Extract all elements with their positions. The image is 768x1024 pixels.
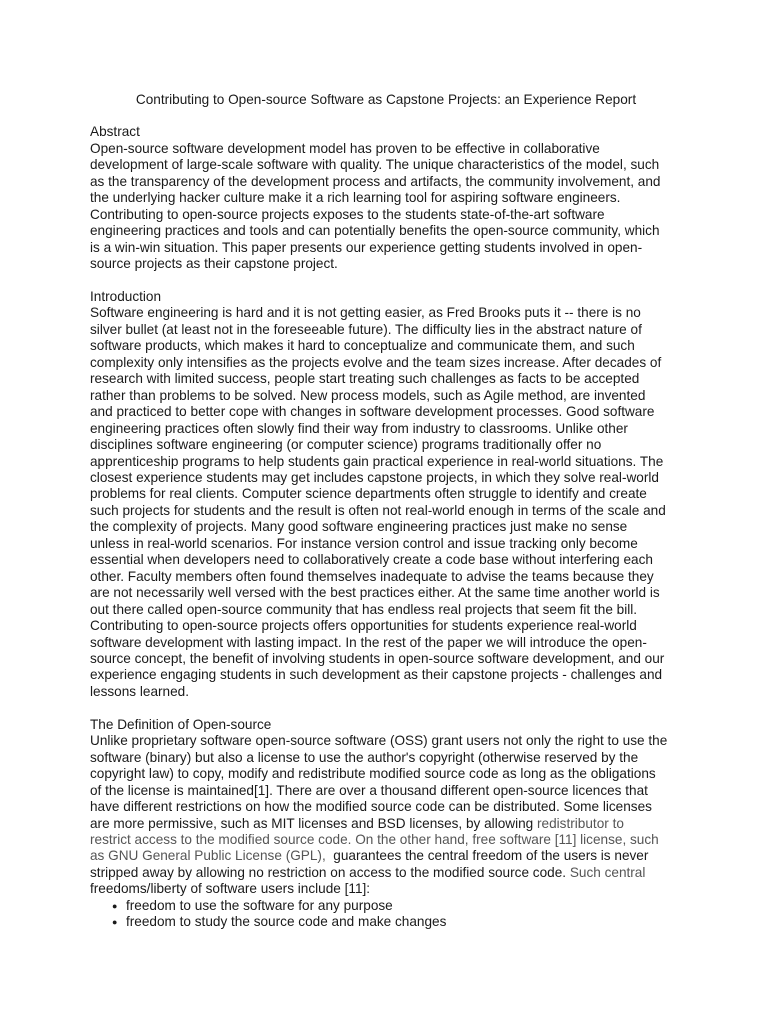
text-line: software development with lasting impact. In the rest of the paper we will introduce the open-	[90, 634, 647, 650]
text-line-muted: restrict access to the modified source code. On the other hand, free software [11] license, such	[90, 832, 659, 848]
text-line: Unlike proprietary software open-source software (OSS) grant users not only the right to use the	[90, 733, 668, 749]
text-line: copyright law) to copy, modify and redistribute modified source code as long as the obligations	[90, 766, 656, 782]
text-segment: guarantees the central freedom of the users is never	[325, 848, 649, 864]
text-segment-muted: as GNU General Public License (GPL),	[90, 848, 326, 864]
text-line: problems for real clients. Computer science departments often struggle to identify and create	[90, 486, 647, 502]
text-segment-muted: Such central	[566, 864, 646, 880]
definition-heading: The Definition of Open-source	[90, 716, 272, 732]
text-line: engineering practices often slowly find their way from industry to classrooms. Unlike other	[90, 420, 628, 436]
text-line: and practiced to better cope with changes in software development processes. Good software	[90, 404, 655, 420]
freedoms-list	[90, 898, 682, 931]
abstract-section	[90, 124, 682, 272]
text-line	[90, 865, 682, 881]
text-line: research with limited success, people start treating such challenges as facts to be accepted	[90, 371, 640, 387]
text-line: essential when developers need to collaboratively create a code base without interfering each	[90, 552, 653, 568]
text-line: software products, which makes it hard to conceptualize and communicate them, and such	[90, 338, 635, 354]
text-line: engineering practices and tools and can potentially benefits the open-source community, which	[90, 223, 660, 239]
text-line: complexity only intensifies as the projects evolve and the team sizes increase. After decades of	[90, 354, 662, 370]
text-line	[90, 848, 682, 864]
definition-section	[90, 717, 682, 931]
text-line: source concept, the benefit of involving students in open-source software development, and our	[90, 651, 665, 666]
text-segment-muted: redistributor to	[537, 815, 624, 831]
text-line: Open-source software development model has proven to be effective in collaborative	[90, 140, 600, 156]
text-line: out there called open-source community that has endless real projects that seem fit the bill.	[90, 601, 638, 617]
bullet-dot-icon: ●	[112, 900, 118, 911]
text-line: rather than problems to be solved. New process models, such as Agile method, are invented	[90, 387, 646, 403]
text-line: unless in real-world scenarios. For instance version control and issue tracking only become	[90, 535, 638, 551]
text-line	[90, 816, 682, 832]
text-line: such projects for students and the result is often not real-world enough in terms of the scale and	[90, 502, 666, 518]
text-line: silver bullet (at least not in the foreseeable future). The difficulty lies in the abstract nature of	[90, 321, 642, 337]
text-line: development of large-scale software with quality. The unique characteristics of the model, such	[90, 157, 660, 173]
text-line: apprenticeship programs to help students gain practical experience in real-world situations. The	[90, 453, 664, 469]
list-item-text: freedom to use the software for any purpose	[126, 897, 393, 913]
text-line: Software engineering is hard and it is not getting easier, as Fred Brooks puts it -- there is no	[90, 305, 641, 321]
text-line: closest experience students may get includes capstone projects, in which they solve real-world	[90, 470, 659, 486]
bullet-dot-icon: ●	[112, 917, 118, 928]
abstract-paragraph	[90, 141, 682, 273]
text-line: other. Faculty members often found themselves inadequate to advise the teams because they	[90, 568, 654, 584]
text-line: is a win-win situation. This paper presents our experience getting students involved in open-	[90, 239, 643, 255]
list-item	[90, 898, 682, 914]
text-line: Contributing to open-source projects exposes to the students state-of-the-art software	[90, 206, 605, 222]
list-item	[90, 914, 682, 930]
introduction-paragraph	[90, 305, 682, 700]
introduction-heading: Introduction	[90, 289, 162, 305]
text-line: source projects as their capstone project.	[90, 256, 338, 272]
text-line: disciplines software engineering (or computer science) programs traditionally offer no	[90, 437, 602, 453]
text-segment: are more permissive, such as MIT licenses and BSD licenses, by allowing	[90, 815, 538, 831]
definition-paragraph	[90, 733, 682, 898]
text-line: as the transparency of the development process and artifacts, the community involvement, and	[90, 173, 661, 189]
abstract-heading: Abstract	[90, 124, 140, 140]
text-line: of the license is maintained[1]. There are over a thousand different open-source licences that	[90, 782, 648, 798]
text-line: have different restrictions on how the modified source code can be distributed. Some licenses	[90, 799, 652, 815]
text-line: the complexity of projects. Many good software engineering practices just make no sense	[90, 519, 628, 535]
text-line: the underlying hacker culture make it a rich learning tool for aspiring software engineers.	[90, 190, 621, 206]
introduction-section	[90, 289, 682, 700]
paper-title: Contributing to Open-source Software as Capstone Projects: an Experience Report	[135, 92, 637, 107]
text-line: freedoms/liberty of software users include [11]:	[90, 881, 371, 897]
text-line: lessons learned.	[90, 683, 189, 699]
text-line: Contributing to open-source projects offers opportunities for students experience real-world	[90, 618, 637, 634]
text-line: are not necessarily well versed with the best practices either. At the same time another world is	[90, 585, 660, 601]
text-line: experience engaging students in such development as their capstone projects - challenges and	[90, 667, 663, 683]
text-segment: stripped away by allowing no restriction on access to the modified source code.	[90, 864, 567, 880]
list-item-text: freedom to study the source code and make changes	[126, 914, 447, 930]
text-line: software (binary) but also a license to use the author's copyright (otherwise reserved by the	[90, 749, 639, 765]
